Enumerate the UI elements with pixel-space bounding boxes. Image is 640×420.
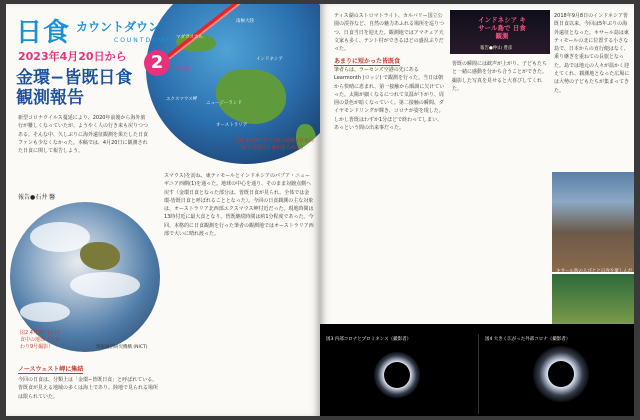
sidebar-byline: 報告●仲山 豊彦	[480, 46, 513, 51]
left-page	[6, 4, 320, 416]
australia-landmass	[216, 69, 286, 124]
right-col1-text: ティス湖のストロマトライト、カルバリー国立公園の渓谷など、自然の魅力あふれる場所を巡りつつ、日食当日を迎えた。観測地ではアマチュア天文家も多く、テント村ができるほどの盛況ぶりだった。	[334, 13, 445, 52]
figure-3-caption: 図3 内部コロナとプロミネンス（撮影者）	[326, 337, 412, 342]
globe-label-nz: ニュージーランド	[206, 101, 242, 106]
globe-label-antarctica: 南極大陸	[236, 19, 254, 24]
magazine-spread	[6, 4, 634, 416]
article-intro: 新型コロナウイルス蔓延により、2020年前後から海外旅行が難しくなっていたが、ようやく人の行き来も戻りつつある。そんな中、久しぶりに海外遠征観測を果たした日食ファンも少なくなかった。本稿では、4月20日に観測された日食に関して報告しよう。	[18, 115, 149, 155]
landmass	[80, 242, 120, 270]
globe-label-indonesia: インドネシア	[256, 57, 283, 62]
figure-2-caption: 図2 4月20日の日食中の地球（ひまわり9号撮影）	[20, 330, 61, 350]
figure-4-caption: 図4 大きく広がった外部コロナ（撮影者）	[485, 337, 571, 342]
eclipse-photo-panel	[320, 324, 634, 416]
moon-disk	[384, 362, 410, 388]
sidebar-title: インドネシア キサール島で 日食観測	[478, 16, 526, 40]
inner-corona-photo	[320, 334, 476, 414]
subsection-heading: あまりに短かった皆既食	[334, 58, 401, 65]
section-body: 今回の日食は、分類上は「金環−皆既日食」と呼ばれている。皆既食が見える地域の多くは海上であり、陸地で見られる場所は限られていた。	[18, 377, 158, 400]
article-byline: 報告●石井 馨	[18, 194, 56, 201]
countdown-number: 2	[144, 50, 170, 76]
countdown-date: 2023年4月20日から	[18, 50, 127, 63]
section-title: 日食	[16, 18, 71, 48]
sidebar-text: 2018年9月8日のインドネシア皆既日食以来、今回は5年ぶりの海外遠征となった。キサール島は東ティモールの北に位置する小さな島で、日本からの直行便はなく、乗り継ぎを重ねての長旅となった。島では地元の人々が温かく迎えてくれ、観測地となった広場には大勢の子どもたちが集まってきた。	[554, 13, 630, 94]
figure-2-credit: 情報通信研究機構 (NICT)	[96, 345, 148, 350]
right-col1-body: 筆者らは、ラーセンズ空港の先にある Learmonth (ロッジ) で観測を行った。当日は朝から快晴に恵まれ、第一接触から順調に欠けていった。太陽が細くなるにつれて気温が下がり、周囲の景色が暗くなっていく。第二接触の瞬間、ダイヤモンドリングが輝き、コロナが姿を現した。しかし皆既はわずか1分ほどで終わってしまい、あっという間の出来事だった。	[334, 67, 445, 132]
article-body: スマウス)を訪ね、東ティモールとインドネシアのパプア・ニューギニア西側(1)を通った。地球の中心を通り、そのまま対蹠点側へ戻す（金環日食となった部分は、皆既日食が見られ。全体では金環-皆既日食と呼ばれることとなった）。今回の日食観測の主な対象は、オーストラリア北西部エクスマウス岬付近だった。現地時間は13時付近に最大食となり、皆既継続時間は約1分程度であった。今回、本格的に日食観測を行った筆者の観測地ではオーストラリア西部で大いに晴れ渡った。	[164, 173, 314, 238]
countdown-label: カウントダウン	[76, 20, 161, 34]
right-col2-body: 皆既の瞬間には歓声が上がり、子どもたちと一緒に感動を分かち合うことができた。撮影した写真を見せると大喜びしてくれた。	[452, 61, 548, 92]
figure-1-caption: 図1 4月20日の日食の経路 (日本の一部では部分日食が見られた)	[236, 138, 314, 151]
cloud-band	[70, 272, 140, 298]
kisar-crowd-photo	[552, 172, 634, 272]
countdown-unit: か月	[176, 65, 190, 73]
countdown-label-en: COUNTDOWN	[114, 37, 174, 44]
section-heading: ノースウェスト岬に集結	[18, 366, 84, 373]
globe-label-exmouth: エクスマウス岬	[166, 97, 198, 102]
globe-label-australia: オーストラリア	[216, 123, 248, 128]
outer-corona-photo	[478, 334, 634, 414]
moon-disk	[548, 361, 574, 387]
cloud-band	[20, 302, 70, 322]
kisar-people-photo	[552, 274, 634, 324]
right-page	[320, 4, 634, 416]
globe-label-madagascar: マダガスカル	[176, 35, 203, 40]
article-title: 金環−皆既日食観測報告	[16, 68, 133, 108]
crowd-photo-caption: キサール島の人びとと日食を楽しんだ	[556, 269, 633, 274]
